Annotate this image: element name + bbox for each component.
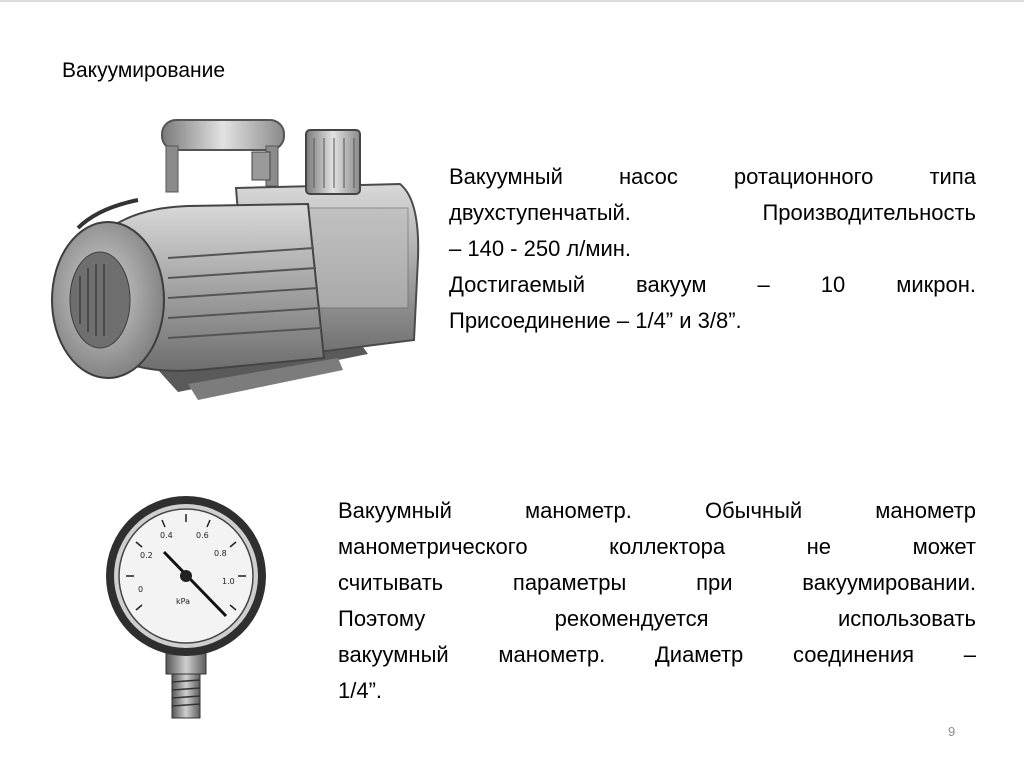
gauge-description bbox=[338, 493, 976, 709]
pump-description bbox=[449, 159, 976, 339]
pump-line: Присоединение – 1/4” и 3/8”. bbox=[449, 308, 742, 333]
pump-line: Достигаемый вакуум – 10 микрон. bbox=[449, 272, 976, 297]
gauge-line: 1/4”. bbox=[338, 678, 383, 703]
gauge-line: манометрического коллектора не может bbox=[338, 534, 976, 559]
dial-label: 0.8 bbox=[214, 549, 227, 558]
gauge-line: Поэтому рекомендуется использовать bbox=[338, 606, 976, 631]
vacuum-gauge-image bbox=[104, 492, 274, 722]
dial-label: 1.0 bbox=[222, 577, 235, 586]
slide-title: Вакуумирование bbox=[62, 59, 226, 82]
dial-label: 0.2 bbox=[140, 551, 153, 560]
gauge-line: Вакуумный манометр. Обычный манометр bbox=[338, 498, 976, 523]
gauge-line: считывать параметры при вакуумировании. bbox=[338, 570, 976, 595]
dial-label: 0 bbox=[138, 585, 144, 594]
gauge-line: вакуумный манометр. Диаметр соединения – bbox=[338, 642, 976, 667]
pump-line: Вакуумный насос ротационного типа bbox=[449, 164, 976, 189]
dial-label: kPa bbox=[176, 597, 190, 606]
vacuum-pump-image bbox=[38, 108, 438, 428]
dial-label: 0.6 bbox=[196, 531, 209, 540]
pump-line: двухступенчатый. Производительность bbox=[449, 200, 976, 225]
page-number: 9 bbox=[948, 724, 956, 739]
top-divider bbox=[0, 0, 1024, 2]
pump-line: – 140 - 250 л/мин. bbox=[449, 236, 632, 261]
dial-label: 0.4 bbox=[160, 531, 173, 540]
